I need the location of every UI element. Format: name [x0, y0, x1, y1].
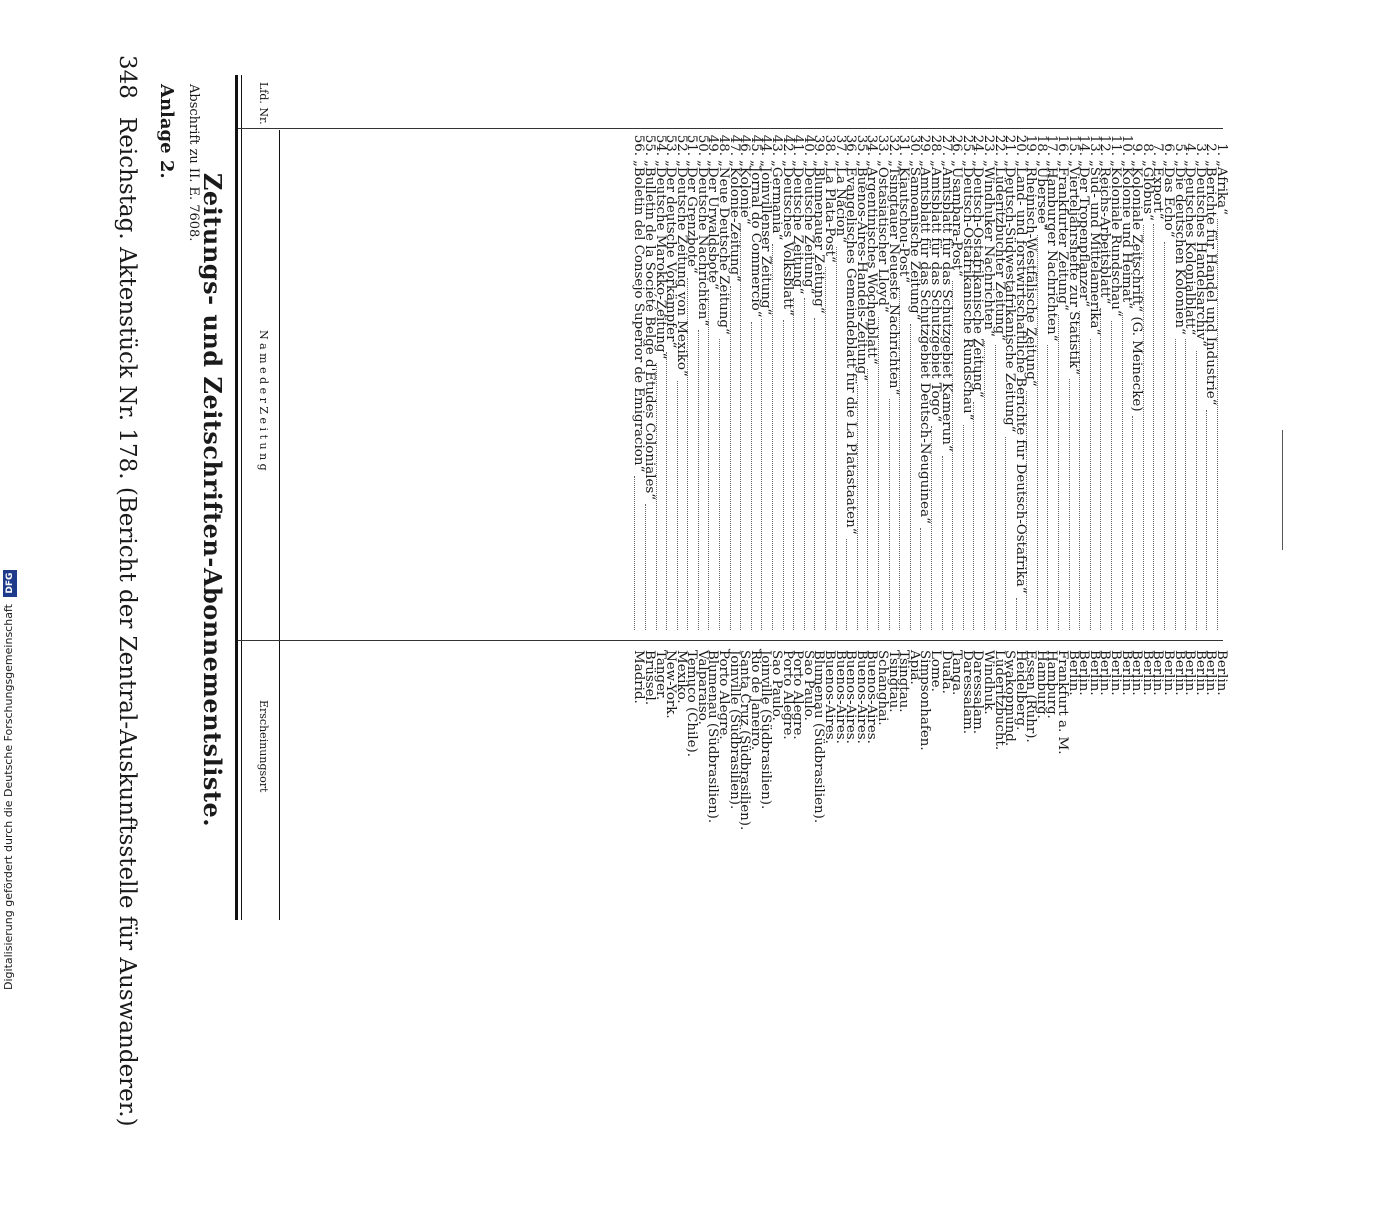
dot-leader	[1196, 351, 1205, 630]
row-number: 5.	[1171, 143, 1187, 156]
anlage-label: Anlage 2.	[156, 84, 177, 179]
location-row	[1129, 650, 1145, 1210]
dot-leader	[878, 317, 887, 630]
page-divider	[1282, 430, 1283, 550]
newspaper-name: „Windhuker Nachrichten“	[980, 160, 996, 337]
dot-leader	[1037, 235, 1046, 630]
newspaper-name: „Usambara-Post“	[949, 160, 965, 277]
dot-leader	[1122, 313, 1131, 630]
publication-place: Essen (Ruhr).	[1023, 650, 1039, 743]
header-rule-thick	[235, 75, 238, 920]
location-row	[1214, 650, 1229, 1210]
dot-leader	[666, 352, 675, 630]
location-row	[1086, 650, 1102, 1210]
dot-leader	[740, 229, 749, 630]
column-header-ort: Erscheinungsort	[257, 700, 270, 793]
newspaper-name: „Ostasiatischer Lloyd“	[875, 160, 890, 313]
page-header-title: Reichstag. Aktenstück Nr. 178. (Bericht der Zentral-Auskunftsstelle für Auswanderer.)	[114, 116, 140, 1127]
digitization-stamp	[2, 570, 16, 990]
publication-place: Berlin.	[1192, 650, 1208, 696]
row-number: 21.	[1002, 134, 1018, 156]
publication-place: Berlin.	[1076, 650, 1092, 696]
dot-leader	[634, 476, 643, 630]
dot-leader	[1164, 242, 1173, 630]
dot-leader	[1016, 598, 1025, 630]
publication-place: Hamburg.	[1044, 650, 1060, 719]
newspaper-name: „Evangelisches Gemeindeblatt für die La Platastaaten“	[843, 160, 859, 535]
location-row	[970, 650, 986, 1210]
location-row	[949, 650, 965, 1210]
publication-place: Porto Alegre.	[779, 650, 795, 740]
newspaper-name: „Kiautschou-Post“	[896, 160, 912, 284]
location-row	[641, 650, 657, 1210]
location-row	[1171, 650, 1187, 1210]
row-number: 39.	[811, 134, 827, 156]
row-number: 36.	[843, 134, 859, 156]
dfg-logo: DFG	[3, 570, 17, 597]
publication-place: Daressalam.	[959, 650, 975, 734]
digitization-text: Digitalisierung gefördert durch die Deutsche Forschungsgemeinschaft	[2, 604, 15, 990]
dot-leader	[857, 385, 866, 630]
dot-leader	[1185, 339, 1194, 630]
dot-leader	[931, 426, 940, 630]
newspaper-name: „Lüderitzbuchter Zeitung“	[991, 160, 1007, 341]
location-list	[631, 650, 1229, 1210]
publication-place: Hamburg.	[1033, 650, 1049, 719]
location-row	[938, 650, 954, 1210]
publication-place: Porto Alegre.	[716, 650, 732, 740]
dot-leader	[1058, 315, 1067, 630]
table-row	[1150, 143, 1166, 720]
row-number: 49.	[705, 134, 721, 156]
row-number: 54.	[652, 134, 668, 156]
publication-place: Berlin.	[1108, 650, 1124, 696]
newspaper-name: „Afrika“	[1214, 160, 1229, 215]
dot-leader	[751, 322, 760, 630]
publication-place: Madrid.	[631, 650, 647, 704]
row-number: 24.	[970, 134, 986, 156]
table-row	[631, 134, 647, 720]
row-number: 50.	[694, 134, 710, 156]
location-row	[885, 650, 901, 1210]
newspaper-name: „Boletin del Consejo Superior de Emigracion“	[631, 160, 647, 473]
column-header-name: N a m e d e r Z e i t u n g	[257, 330, 270, 471]
publication-place: Valparaiso.	[694, 650, 710, 725]
newspaper-name: „Deutsche Zeitung“	[790, 160, 806, 295]
row-number: 11.	[1108, 134, 1124, 156]
row-number: 27.	[938, 134, 954, 156]
newspaper-name: „Blumenauer Zeitung“	[811, 160, 827, 314]
publication-place: Windhuk.	[980, 650, 996, 715]
location-row	[1118, 650, 1134, 1210]
row-number: 53.	[663, 134, 679, 156]
row-number: 9.	[1129, 143, 1145, 156]
newspaper-name: „Joinvillenser Zeitung“	[758, 160, 774, 316]
publication-place: Berlin.	[1214, 650, 1229, 696]
newspaper-name: „Amtsblatt für das Schutzgebiet Togo“	[927, 160, 943, 423]
dot-leader	[698, 330, 707, 630]
dot-leader	[1005, 437, 1014, 630]
table-row	[1044, 134, 1060, 720]
location-row	[811, 650, 827, 1210]
dot-leader	[709, 294, 718, 630]
location-row	[684, 650, 700, 1210]
dot-leader	[1090, 339, 1099, 630]
row-number: 10.	[1118, 134, 1134, 156]
column-header-rule	[279, 130, 280, 920]
row-number: 48.	[716, 134, 732, 156]
row-number: 7.	[1150, 143, 1166, 156]
newspaper-name: „Deutsche Zeitung“	[800, 160, 816, 295]
dot-leader	[836, 247, 845, 630]
publication-place: Tsingtau.	[885, 650, 901, 713]
dot-leader	[1217, 219, 1226, 630]
publication-place: Brüssel.	[641, 650, 657, 706]
newspaper-name: „La Nacion“	[832, 160, 848, 244]
page-number: 348	[114, 55, 140, 99]
newspaper-name: „Neue Deutsche Zeitung“	[716, 160, 732, 335]
newspaper-name: „Deutsch-Südwestafrikanische Zeitung“	[1002, 160, 1018, 433]
row-number: 15.	[1065, 134, 1081, 156]
newspaper-name: „Koloniale Rundschau“	[1108, 160, 1124, 317]
row-number: 34.	[864, 134, 880, 156]
publication-place: Sao Paulo.	[800, 650, 816, 721]
location-row	[1192, 650, 1208, 1210]
row-number: 37.	[832, 134, 848, 156]
location-row	[631, 650, 647, 1210]
location-row	[663, 650, 679, 1210]
row-number: 6.	[1161, 143, 1177, 156]
newspaper-name: „Hamburger Nachrichten“	[1044, 160, 1060, 342]
row-number: 47.	[726, 134, 742, 156]
dot-leader	[995, 345, 1004, 630]
newspaper-name: „La Plata-Post“	[822, 160, 838, 263]
row-number: 16.	[1055, 134, 1071, 156]
newspaper-name: „Deutsches Handelsarchiv“	[1192, 160, 1208, 347]
row-number: 35.	[853, 134, 869, 156]
newspaper-name: „Der deutsche Vorkämpfer“	[663, 160, 679, 349]
row-number: 14.	[1076, 134, 1092, 156]
newspaper-name: „Deutsch-Ostafrikanische Zeitung“	[970, 160, 986, 398]
publication-place: Daressalam.	[970, 650, 986, 734]
row-number: 1.	[1214, 143, 1229, 156]
publication-place: Mexiko.	[673, 650, 689, 704]
dot-leader	[920, 528, 929, 630]
publication-place: Duala.	[938, 650, 954, 694]
publication-place: Simpsonhafen.	[917, 650, 933, 751]
newspaper-name: „Tsingtauer Neueste Nachrichten“	[885, 160, 901, 396]
location-row	[1150, 650, 1166, 1210]
table-row	[843, 134, 859, 720]
location-row	[705, 650, 721, 1210]
publication-place: Temuco (Chile).	[684, 650, 700, 758]
publication-place: Berlin.	[1139, 650, 1155, 696]
newspaper-name: „Rheinisch-Westfälische Zeitung“	[1023, 160, 1039, 387]
row-number: 42.	[779, 134, 795, 156]
newspaper-name: „Buenos-Aires-Handels-Zeitung“	[853, 160, 869, 382]
publication-place: Porto Alegre.	[790, 650, 806, 740]
dot-leader	[645, 504, 654, 630]
row-number: 28.	[927, 134, 943, 156]
newspaper-name: „Deutsch-Ostafrikanische Rundschau“	[959, 160, 975, 421]
newspaper-name: „Deutsche Marokko-Zeitung“	[652, 160, 668, 360]
publication-place: Berlin.	[1203, 650, 1219, 696]
dot-leader	[825, 267, 834, 630]
newspaper-name: „Frankfurter Zeitung“	[1055, 160, 1071, 311]
publication-place: Buenos-Aires.	[853, 650, 869, 744]
publication-place: Lome.	[927, 650, 943, 692]
publication-place: Schanghai.	[875, 650, 890, 726]
dot-leader	[1206, 410, 1215, 630]
row-number: 12.	[1097, 134, 1113, 156]
location-row	[980, 650, 996, 1210]
row-number: 44.	[758, 134, 774, 156]
newspaper-name: „Samoanische Zeitung“	[906, 160, 922, 321]
dot-leader	[1111, 321, 1120, 630]
dot-leader	[783, 320, 792, 630]
row-number: 38.	[822, 134, 838, 156]
dot-leader	[814, 318, 823, 630]
location-row	[1055, 650, 1071, 1210]
newspaper-name: „Deutsches Volksblatt“	[779, 160, 795, 316]
newspaper-name: „Jornal do Commercio“	[747, 160, 763, 318]
dot-leader	[942, 456, 951, 630]
newspaper-name: „Argentinisches Wochenblatt“	[864, 160, 880, 365]
location-row	[991, 650, 1007, 1210]
publication-place: Berlin.	[1086, 650, 1102, 696]
publication-place: Swakopmund.	[1002, 650, 1018, 747]
publication-place: Buenos-Aires.	[864, 650, 880, 744]
publication-place: Sao Paulo.	[769, 650, 785, 721]
dot-leader	[910, 324, 919, 630]
publication-place: Blumenau (Südbrasilien).	[811, 650, 827, 824]
publication-place: Tsingtau.	[896, 650, 912, 713]
publication-place: Berlin.	[1118, 650, 1134, 696]
publication-place: Apia.	[906, 650, 922, 685]
dot-leader	[730, 286, 739, 630]
row-number: 45.	[747, 134, 763, 156]
dot-leader	[1069, 379, 1078, 630]
publication-place: Berlin.	[1161, 650, 1177, 696]
newspaper-name: „Das Echo“	[1161, 160, 1177, 238]
location-row	[1023, 650, 1039, 1210]
dot-leader	[761, 319, 770, 630]
header-rule-thin	[241, 75, 242, 920]
row-number: 18.	[1033, 134, 1049, 156]
location-row	[1076, 650, 1092, 1210]
row-number: 31.	[896, 134, 912, 156]
publication-place: Heidelberg.	[1012, 650, 1028, 731]
dot-leader	[793, 298, 802, 630]
dot-leader	[1175, 339, 1184, 630]
row-number: 25.	[959, 134, 975, 156]
row-number: 22.	[991, 134, 1007, 156]
dot-leader	[719, 339, 728, 630]
row-number: 46.	[737, 134, 753, 156]
row-number: 20.	[1012, 134, 1028, 156]
row-number: 30.	[906, 134, 922, 156]
row-number: 2.	[1203, 143, 1219, 156]
table-row	[1171, 143, 1187, 720]
publication-place: Tanga.	[949, 650, 965, 696]
column-header-nr: Lfd. Nr.	[257, 82, 270, 125]
row-number: 33.	[875, 134, 890, 156]
location-row	[1139, 650, 1155, 1210]
newspaper-name: „Übersee“	[1033, 160, 1049, 231]
newspaper-name: „Deutsche Zeitung von Mexiko“	[673, 160, 689, 377]
newspaper-name: „Der Urwaldsbote“	[705, 160, 721, 290]
page-header	[107, 55, 147, 1127]
row-number: 56.	[631, 134, 647, 156]
location-row	[1182, 650, 1198, 1210]
newspaper-name: „Die deutschen Kolonien“	[1171, 160, 1187, 335]
publication-place: Berlin.	[1065, 650, 1081, 696]
table-row	[1161, 143, 1177, 720]
row-number: 55.	[641, 134, 657, 156]
location-row	[959, 650, 975, 1210]
row-number: 52.	[673, 134, 689, 156]
row-number: 32.	[885, 134, 901, 156]
newspaper-name: „Vierteljahrshefte zur Statistik“	[1065, 160, 1081, 375]
row-number: 19.	[1023, 134, 1039, 156]
dot-leader	[963, 425, 972, 630]
publication-place: Buenos-Aires.	[822, 650, 838, 744]
newspaper-name: „Reichs-Arbeitsblatt“	[1097, 160, 1113, 305]
newspaper-name: „Kolonie“	[737, 160, 753, 225]
row-number: 40.	[800, 134, 816, 156]
publication-place: New-York.	[663, 650, 679, 719]
newspaper-name: „Globus“	[1139, 160, 1155, 221]
publication-place: Buenos-Aires.	[832, 650, 848, 744]
newspaper-name: „Deutsches Kolonialblatt“	[1182, 160, 1198, 336]
location-row	[906, 650, 922, 1210]
newspaper-name: „Amtsblatt für das Schutzgebiet Deutsch-Neuguinea“	[917, 160, 933, 524]
publication-place: Rio de Janeiro.	[747, 650, 763, 751]
dot-leader	[804, 298, 813, 630]
dot-leader	[1100, 308, 1109, 630]
row-number: 43.	[769, 134, 785, 156]
row-number: 8.	[1139, 143, 1155, 156]
row-number: 13.	[1086, 134, 1102, 156]
publication-place: Tanger.	[652, 650, 668, 701]
publication-place: Blumenau (Südbrasilien).	[705, 650, 721, 824]
newspaper-name: „Export“	[1150, 160, 1166, 220]
newspaper-name: „Germania“	[769, 160, 785, 241]
publication-place: Lüderitzbucht.	[991, 650, 1007, 751]
dot-leader	[867, 369, 876, 630]
location-row	[779, 650, 795, 1210]
publication-place: Frankfurt a. M.	[1055, 650, 1071, 755]
newspaper-name: „Süd- und Mittelamerika“	[1086, 160, 1102, 336]
location-row	[1161, 650, 1177, 1210]
dot-leader	[677, 381, 686, 630]
abschrift-label: Abschrift zu II. E. 7608.	[186, 84, 201, 242]
newspaper-name: „Berichte für Handel und Industrie“	[1203, 160, 1219, 406]
dot-leader	[973, 402, 982, 630]
newspaper-name: „Amtsblatt für das Schutzgebiet Kamerun“	[938, 160, 954, 452]
location-row	[1203, 650, 1219, 1210]
publication-place: Santa Cruz (Südbrasilien).	[737, 650, 753, 831]
newspaper-name: „Bulletin de la Société Belge d'Etudes Coloniales“	[641, 160, 657, 501]
publication-place: Berlin.	[1171, 650, 1187, 696]
list-title: Zeitungs- und Zeitschriften-Abonnementsliste.	[198, 172, 227, 828]
publication-place: Joinville (Südbrasilien).	[726, 650, 742, 810]
location-row	[673, 650, 689, 1210]
newspaper-name: „Koloniale Zeitschrift“ (G. Meinecke)	[1129, 160, 1145, 412]
location-row	[1044, 650, 1060, 1210]
newspaper-name: „Kolonie und Heimat“	[1118, 160, 1134, 309]
newspaper-name: „Deutsche Nachrichten“	[694, 160, 710, 327]
newspaper-name: „Kolonie-Zeitung“	[726, 160, 742, 282]
publication-place: Buenos-Aires.	[843, 650, 859, 744]
newspaper-list	[631, 134, 1229, 720]
row-number: 23.	[980, 134, 996, 156]
row-number: 26.	[949, 134, 965, 156]
location-row	[1097, 650, 1113, 1210]
row-number: 51.	[684, 134, 700, 156]
dot-leader	[889, 399, 898, 630]
table-row	[779, 134, 795, 720]
dot-leader	[772, 244, 781, 630]
dot-leader	[1132, 416, 1141, 630]
dot-leader	[1153, 224, 1162, 630]
publication-place: Berlin.	[1097, 650, 1113, 696]
location-row	[1108, 650, 1124, 1210]
row-number: 29.	[917, 134, 933, 156]
dot-leader	[1048, 345, 1057, 630]
location-row	[896, 650, 912, 1210]
row-number: 17.	[1044, 134, 1060, 156]
newspaper-name: „Der Grenzbote“	[684, 160, 700, 274]
publication-place: Joinville (Südbrasilien).	[758, 650, 774, 810]
publication-place: Berlin.	[1150, 650, 1166, 696]
publication-place: Berlin.	[1182, 650, 1198, 696]
dot-leader	[846, 539, 855, 630]
row-number: 41.	[790, 134, 806, 156]
dot-leader	[1143, 225, 1152, 630]
newspaper-name: „Der Tropenpflanzer“	[1076, 160, 1092, 308]
row-number: 3.	[1192, 143, 1208, 156]
newspaper-name: „Land- und forstwirtschaftliche Berichte für Deutsch-Ostafrika“	[1012, 160, 1028, 594]
location-row	[652, 650, 668, 1210]
location-row	[917, 650, 933, 1210]
dot-leader	[984, 341, 993, 630]
row-number: 4.	[1182, 143, 1198, 156]
publication-place: Berlin.	[1129, 650, 1145, 696]
